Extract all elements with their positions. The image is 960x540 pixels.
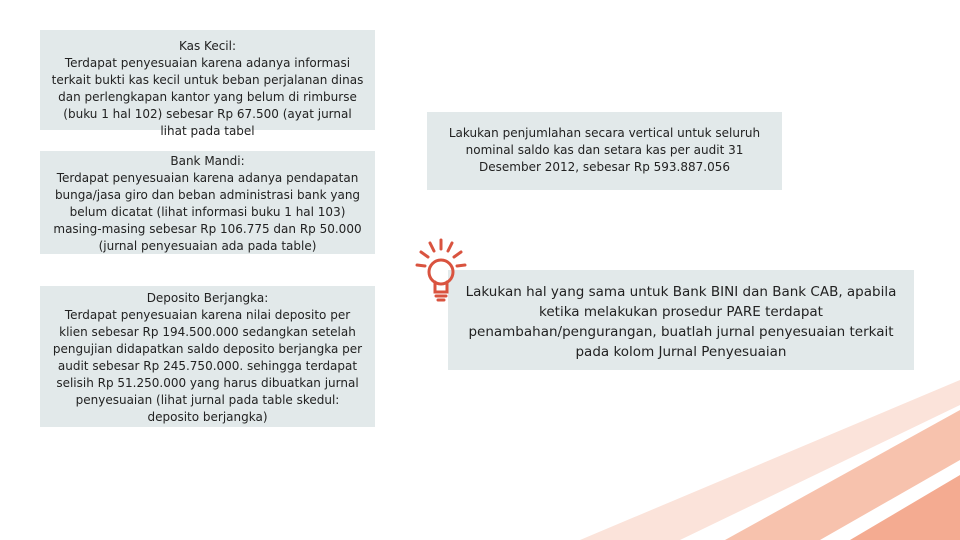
bank-mandi-body: Terdapat penyesuaian karena adanya pendapatan bunga/jasa giro dan beban administrasi bank yang belum dicatat (lihat informasi buku 1 hal 103) masing-masing sebesar Rp 106.775 dan Rp 50.000 (jurnal penyesuaian ada pada table) (53, 171, 362, 253)
kas-kecil-body: Terdapat penyesuaian karena adanya informasi terkait bukti kas kecil untuk beban perjalanan dinas dan perlengkapan kantor yang belum di rimburse (buku 1 hal 102) sebesar Rp 67.500 (ayat jurnal lihat pada tabel (51, 56, 364, 138)
bank-mandi-box (40, 151, 375, 254)
deposito-body: Terdapat penyesuaian karena nilai deposito per klien sebesar Rp 194.500.000 sedangkan setelah pengujian didapatkan saldo deposito berjangka per audit sebesar Rp 245.750.000. sehingga terdapat selisih Rp 51.250.000 yang harus dibuatkan jurnal penyesuaian (lihat jurnal pada table skedul: deposito berjangka) (52, 308, 363, 424)
bank-mandi-title: Bank Mandi: (170, 154, 245, 168)
kas-kecil-title: Kas Kecil: (178, 39, 237, 53)
penjumlahan-box (427, 112, 782, 190)
deposito-box (40, 286, 375, 427)
deposito-title: Deposito Berjangka: (146, 291, 269, 305)
decorative-stripes (540, 380, 960, 540)
penjumlahan-text: Lakukan penjumlahan secara vertical untuk seluruh nominal saldo kas dan setara kas per audit 31 Desember 2012, sebesar Rp 593.887.056 (448, 126, 761, 174)
kas-kecil-box (40, 30, 375, 138)
bini-cab-box (448, 270, 914, 370)
bini-cab-text: Lakukan hal yang sama untuk Bank BINI dan Bank CAB, apabila ketika melakukan prosedur PARE terdapat penambahan/pengurangan, buatlah jurnal penyesuaian terkait pada kolom Jurnal Penyesuaian (465, 284, 897, 360)
